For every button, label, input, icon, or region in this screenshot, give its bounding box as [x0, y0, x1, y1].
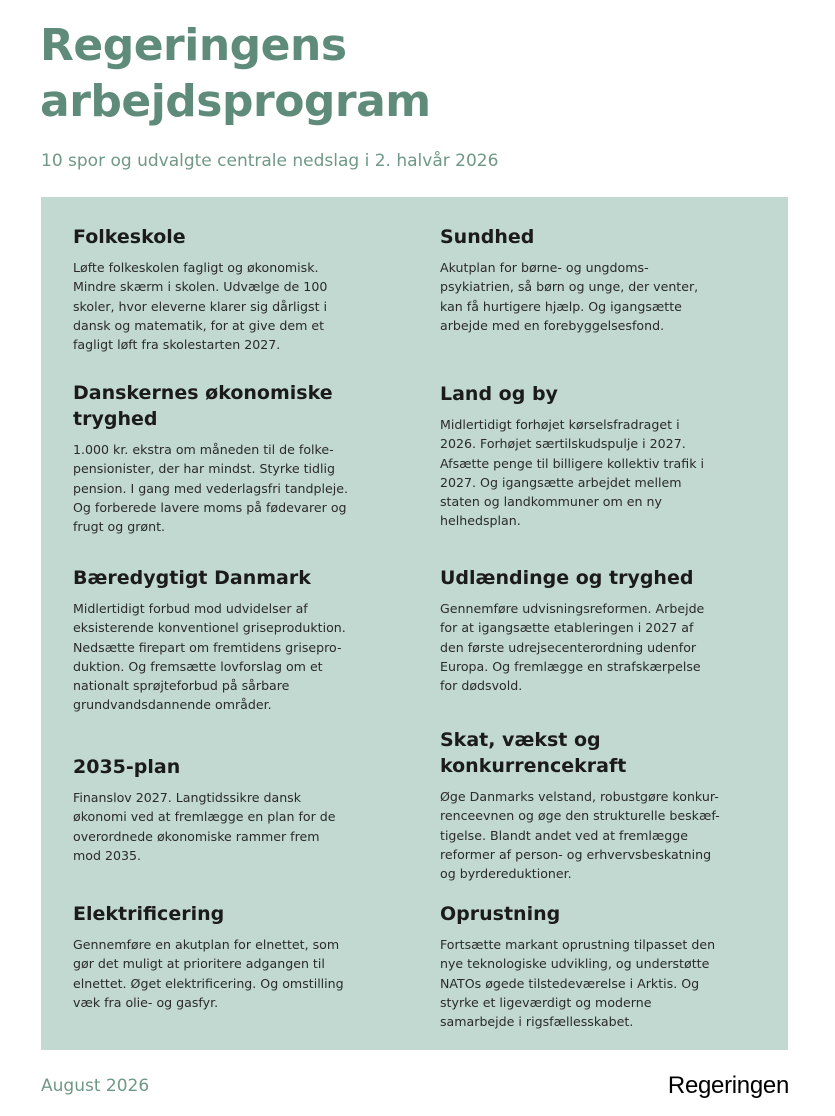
body-line: overordnede økonomiske rammer frem	[73, 828, 320, 844]
body-line: mod 2035.	[73, 847, 142, 863]
body-line: økonomi ved at fremlægge en plan for de	[73, 809, 336, 825]
body-line: eksisterende konventionel griseproduktion.	[73, 620, 346, 636]
body-line: Midlertidigt forhøjet kørselsfradraget i	[440, 417, 680, 432]
footer-date: August 2026	[41, 1076, 150, 1096]
body-line: styrke et ligeværdigt og moderne	[440, 994, 652, 1010]
body-line: Akutplan for børne- og ungdoms-	[440, 260, 649, 275]
section-land-og-by	[440, 381, 740, 531]
section-heading-line-2: tryghed	[73, 408, 158, 430]
section-body	[73, 599, 373, 715]
section-heading: Elektrificering	[73, 903, 225, 925]
section-heading: Folkeskole	[73, 226, 186, 248]
regeringen-logo: Regeringen	[667, 1072, 789, 1099]
body-line: Fortsætte markant oprustning tilpasset den	[440, 937, 716, 952]
section-body	[440, 599, 740, 695]
body-line: dansk og matematik, for at give dem et	[73, 317, 325, 333]
body-line: Nedsætte firepart om fremtidens grisepro-	[73, 639, 342, 655]
body-line: NATOs øgede tilstedeværelse i Arktis. Og	[440, 975, 700, 991]
body-line: staten og landkommuner om en ny	[440, 494, 662, 510]
section-baeredygtigt	[73, 565, 373, 715]
body-line: renceevnen og øge den strukturelle beskæf-	[440, 808, 720, 824]
body-line: kan få hurtigere hjælp. Og igangsætte	[440, 298, 682, 314]
section-heading-line-2: konkurrencekraft	[440, 755, 627, 777]
body-line: helhedsplan.	[440, 513, 521, 529]
section-tryghed	[73, 380, 373, 536]
section-heading	[73, 380, 373, 432]
body-line: Øge Danmarks velstand, robustgøre konkur-	[440, 789, 719, 804]
section-body	[73, 258, 373, 354]
body-line: fagligt løft fra skolestarten 2027.	[73, 337, 281, 353]
body-line: Midlertidigt forbud mod udvidelser af	[73, 601, 308, 616]
page-subtitle: 10 spor og udvalgte centrale nedslag i 2. halvår 2026	[41, 151, 499, 171]
body-line: 1.000 kr. ekstra om måneden til de folke-	[73, 442, 334, 457]
section-body	[440, 415, 740, 531]
section-heading: Udlændinge og tryghed	[440, 567, 694, 589]
section-folkeskole	[73, 224, 373, 354]
body-line: Afsætte penge til billigere kollektiv trafik i	[440, 455, 704, 471]
section-body	[73, 935, 373, 1012]
body-line: Og forberede lavere moms på fødevarer og	[73, 499, 347, 515]
section-elektrificering	[73, 901, 373, 1012]
body-line: psykiatrien, så børn og unge, der venter,	[440, 279, 699, 295]
body-line: frugt og grønt.	[73, 519, 166, 535]
body-line: pension. I gang med vederlagsfri tandpleje.	[73, 480, 349, 496]
section-body	[440, 258, 740, 335]
section-heading: Land og by	[440, 383, 558, 405]
section-heading: 2035-plan	[73, 756, 181, 778]
section-heading-line-1: Skat, vækst og	[440, 729, 601, 751]
body-line: Mindre skærm i skolen. Udvælge de 100	[73, 279, 328, 295]
body-line: 2027. Og igangsætte arbejdet mellem	[440, 474, 682, 490]
page-title	[40, 18, 431, 130]
section-heading-line-1: Danskernes økonomiske	[73, 382, 333, 404]
body-line: skoler, hvor eleverne klarer sig dårligst i	[73, 298, 328, 314]
section-udlaendinge	[440, 565, 740, 695]
body-line: reformer af person- og erhvervsbeskatning	[440, 846, 712, 862]
body-line: og byrdereduktioner.	[440, 866, 572, 882]
body-line: pensionister, der har mindst. Styrke tidlig	[73, 461, 336, 477]
body-line: Løfte folkeskolen fagligt og økonomisk.	[73, 260, 319, 275]
body-line: Gennemføre en akutplan for elnettet, som	[73, 937, 340, 952]
section-body	[73, 788, 373, 865]
body-line: grundvandsdannende områder.	[73, 697, 272, 713]
section-body	[440, 787, 740, 883]
body-line: den første udrejsecenterordning udenfor	[440, 639, 697, 655]
body-line: nationalt sprøjteforbud på sårbare	[73, 678, 290, 694]
section-skat	[440, 727, 740, 883]
body-line: Gennemføre udvisningsreformen. Arbejde	[440, 601, 705, 616]
content-panel	[41, 197, 788, 1050]
page-title-line-1: Regeringens	[40, 20, 347, 71]
body-line: nye teknologiske udvikling, og understøtte	[440, 956, 710, 972]
body-line: for at igangsætte etableringen i 2027 af	[440, 620, 694, 636]
body-line: væk fra olie- og gasfyr.	[73, 994, 219, 1010]
section-body	[73, 440, 373, 536]
body-line: Finanslov 2027. Langtidssikre dansk	[73, 790, 302, 805]
section-heading: Bæredygtigt Danmark	[73, 567, 311, 589]
body-line: for dødsvold.	[440, 678, 523, 694]
body-line: duktion. Og fremsætte lovforslag om et	[73, 658, 323, 674]
body-line: arbejde med en forebyggelsesfond.	[440, 317, 665, 333]
section-heading	[440, 727, 740, 779]
body-line: Europa. Og fremlægge en strafskærpelse	[440, 658, 701, 674]
section-oprustning	[440, 901, 740, 1031]
section-body	[440, 935, 740, 1031]
section-sundhed	[440, 224, 740, 335]
section-heading: Sundhed	[440, 226, 535, 248]
section-2035-plan	[73, 754, 373, 865]
body-line: gør det muligt at prioritere adgangen til	[73, 956, 325, 972]
body-line: tigelse. Blandt andet ved at fremlægge	[440, 827, 688, 843]
page-title-line-2: arbejdsprogram	[40, 76, 431, 127]
section-heading: Oprustning	[440, 903, 561, 925]
body-line: elnettet. Øget elektrificering. Og omstilling	[73, 975, 344, 991]
body-line: samarbejde i rigsfællesskabet.	[440, 1014, 634, 1030]
body-line: 2026. Forhøjet særtilskudspulje i 2027.	[440, 436, 686, 452]
